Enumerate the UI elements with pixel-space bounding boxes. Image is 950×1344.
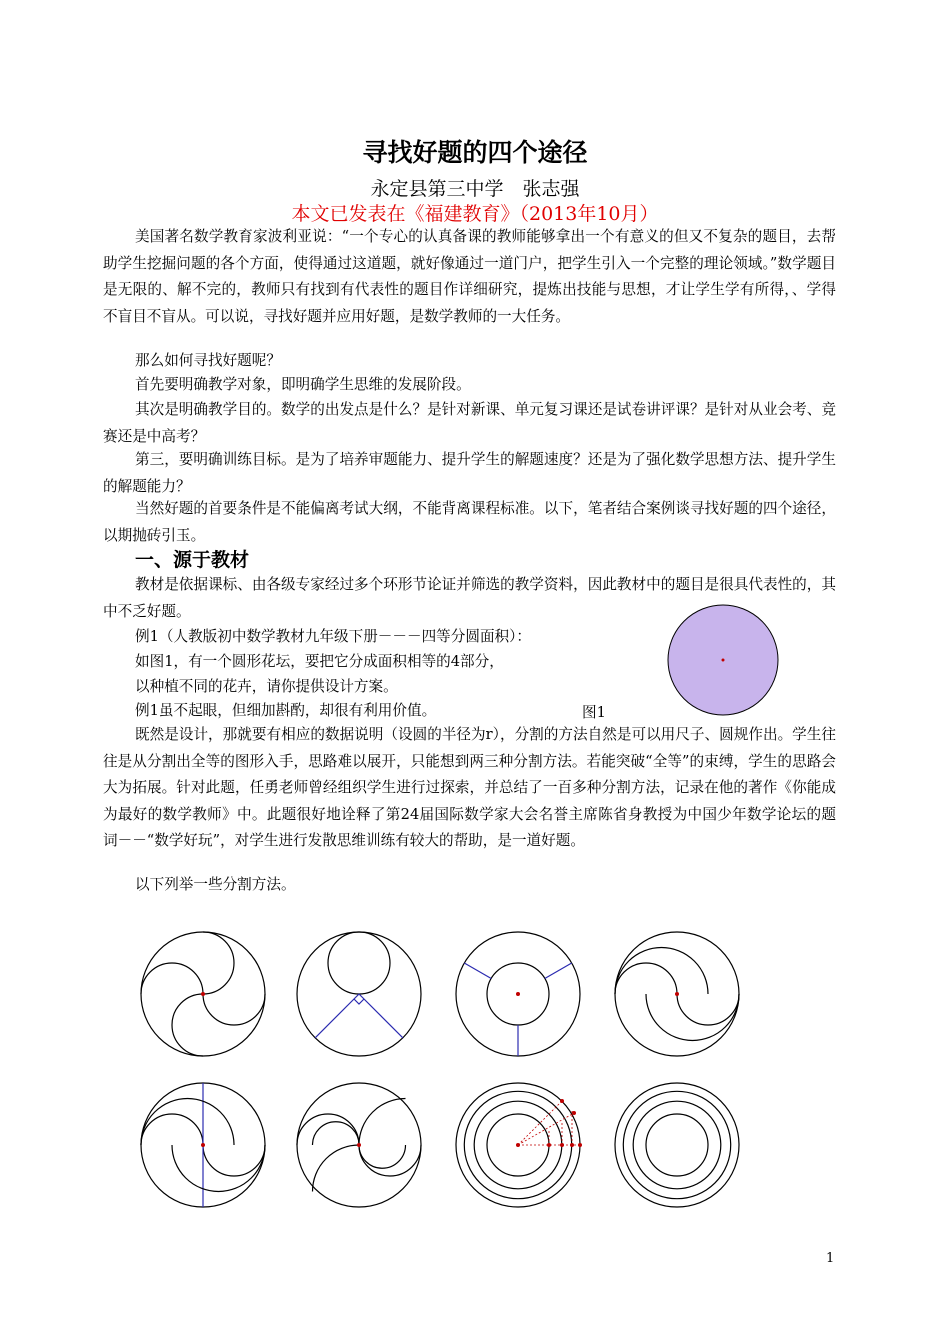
partition-diagram-double-s: [294, 1080, 424, 1210]
partition-diagram-concentric-rings-construction: [453, 1080, 583, 1210]
example-line-3: 以种植不同的花卉，请你提供设计方案。: [135, 678, 398, 695]
first-step-paragraph: 首先要明确教学对象，即明确学生思维的发展阶段。: [135, 376, 471, 393]
section-heading: 一、源于教材: [135, 549, 250, 571]
figure-1-circle: [664, 601, 782, 719]
methods-intro: 以下列举一些分割方法。: [135, 876, 296, 893]
third-step-paragraph: 第三，要明确训练目标。是为了培养审题能力、提升学生的解题速度？还是为了强化数学思想方法、提升学生的解题能力？: [103, 451, 836, 495]
partition-diagram-split-yinyang: [138, 1080, 268, 1210]
partition-diagram-pinwheel: [138, 929, 268, 1059]
textbook-paragraph: 教材是依据课标、由各级专家经过多个环形节论证并筛选的教学资料，因此教材中的题目是很具代表性的，其中不乏好题。: [103, 576, 836, 620]
figure-1-caption: 图1: [582, 704, 606, 721]
design-paragraph: 既然是设计，那就要有相应的数据说明（设圆的半径为r），分割的方法自然是可以用尺子、圆规作出。学生往往是从分割出全等的图形入手，思路难以展开，只能想到两三种分割方法。若能突破“全等”的束缚，学生的思路会大为拓展。针对此题，任勇老师曾经组织学生进行过探索，并总结了一百多种分割方法，记录在他的著作《你能成为最好的数学教师》中。此题很好地诠释了第24届国际数学家大会名誉主席陈省身教授为中国少年数学论坛的题词－－“数学好玩”，对学生进行发散思维训练有较大的帮助，是一道好题。: [103, 726, 836, 849]
conclusion-paragraph: 当然好题的首要条件是不能偏离考试大纲，不能背离课程标准。以下，笔者结合案例谈寻找好题的四个途径，以期抛砖引玉。: [103, 500, 836, 544]
page-number: 1: [826, 1251, 835, 1266]
partition-diagram-concentric-rings: [612, 1080, 742, 1210]
publication-note: 本文已发表在《福建教育》（2013年10月）: [291, 203, 659, 225]
author-line: 永定县第三中学 张志强: [370, 178, 580, 200]
partition-diagram-concentric-three: [453, 929, 583, 1059]
question-paragraph: 那么如何寻找好题呢？: [135, 352, 281, 369]
partition-diagram-nested-yinyang: [612, 929, 742, 1059]
example-line-4: 例1虽不起眼，但细加斟酌，却很有利用价值。: [135, 702, 437, 719]
example-line-1: 例1（人教版初中数学教材九年级下册－－－四等分圆面积）：: [135, 628, 532, 645]
page-title: 寻找好题的四个途径: [362, 138, 588, 167]
example-line-2: 如图1，有一个圆形花坛，要把它分成面积相等的4部分，: [135, 653, 504, 670]
second-step-paragraph: 其次是明确教学目的。数学的出发点是什么？是针对新课、单元复习课还是试卷讲评课？是针对从业会考、竞赛还是中高考？: [103, 401, 836, 445]
intro-paragraph: 美国著名数学教育家波利亚说：“一个专心的认真备课的教师能够拿出一个有意义的但又不复杂的题目，去帮助学生挖掘问题的各个方面，使得通过这道题，就好像通过一道门户，把学生引入一个完整的理论领域。”数学题目是无限的、解不完的，教师只有找到有代表性的题目作详细研究，提炼出技能与思想，才让学生学有所得，、学得不盲目不盲从。可以说，寻找好题并应用好题，是数学教师的一大任务。: [103, 228, 836, 325]
partition-diagram-circle-right-angle: [294, 929, 424, 1059]
